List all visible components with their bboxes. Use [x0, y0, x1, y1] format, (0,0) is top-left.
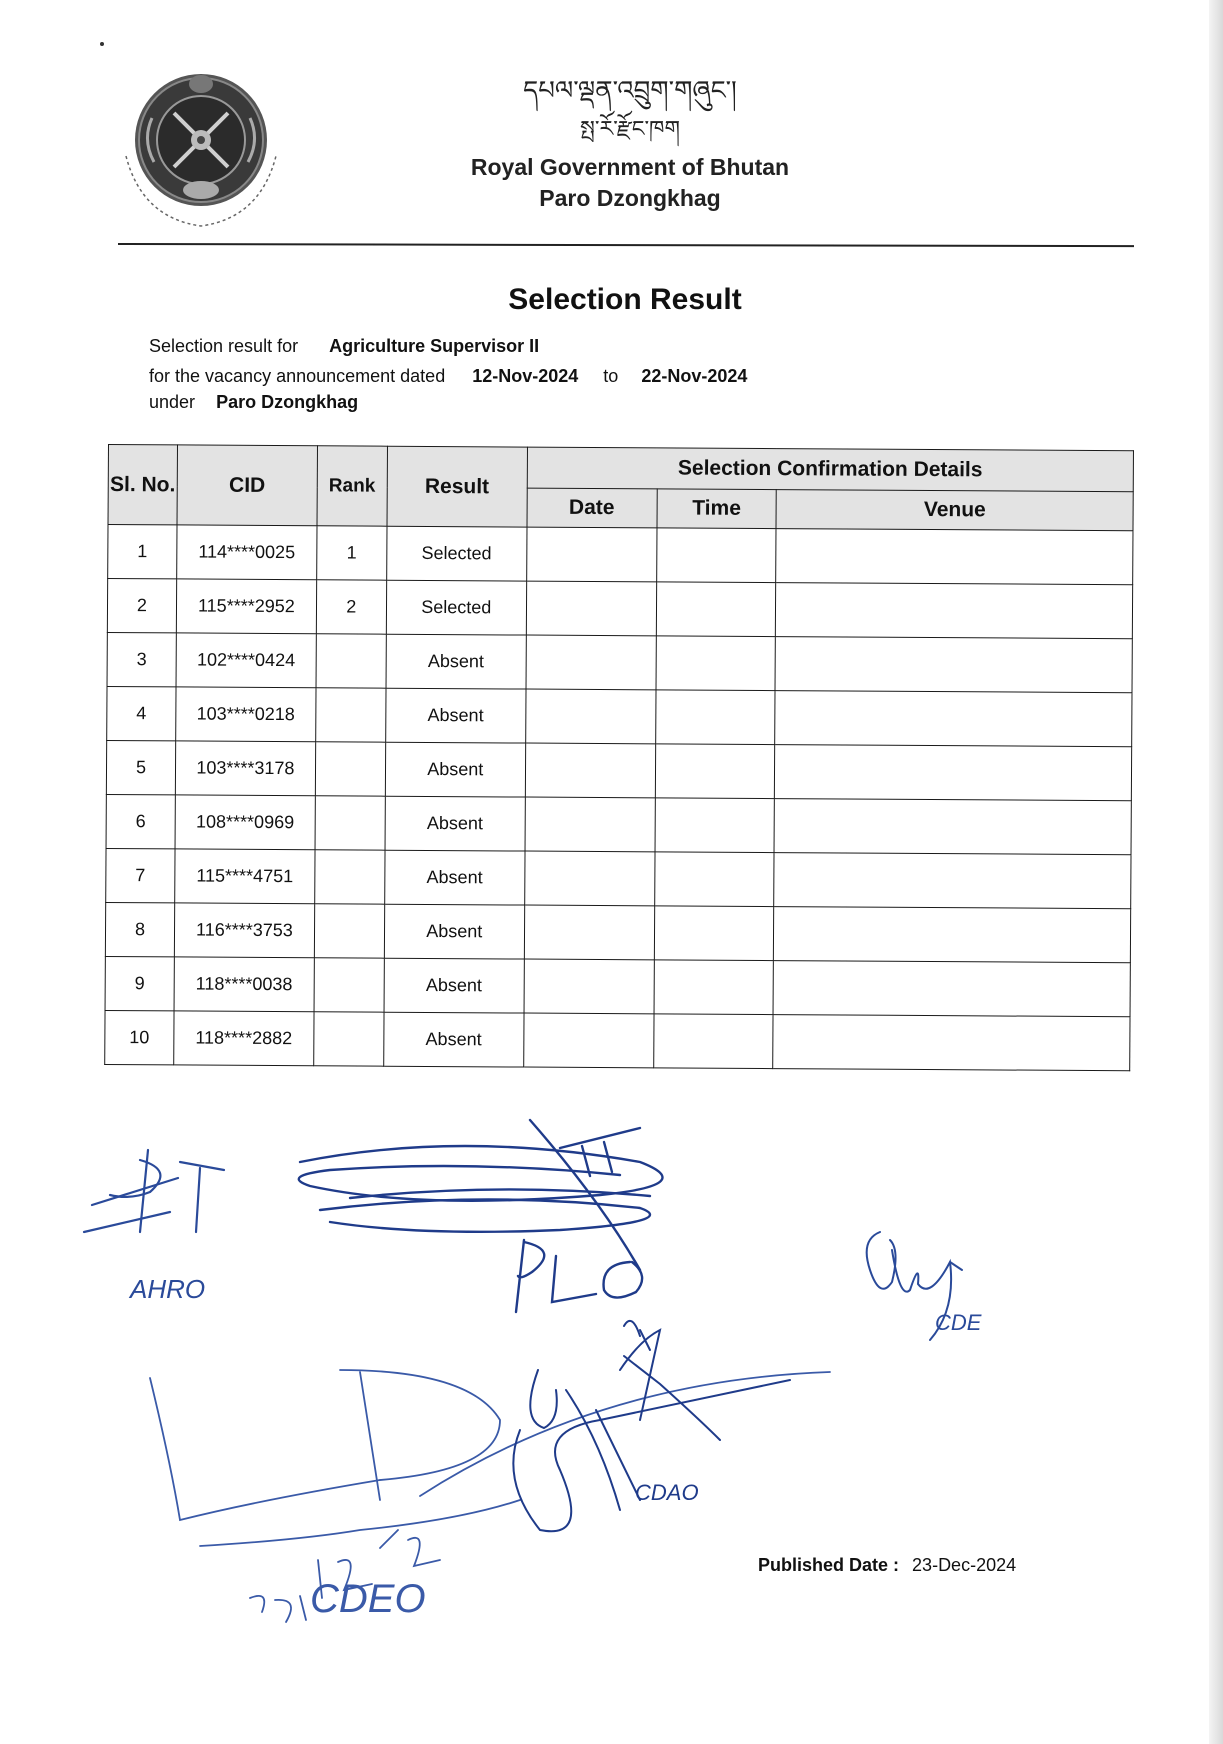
cell-time [656, 582, 776, 637]
royal-emblem-icon [112, 58, 290, 236]
cell-date [525, 797, 655, 852]
cell-sl-no: 1 [108, 525, 177, 579]
cell-venue [776, 583, 1133, 639]
cell-sl-no: 8 [105, 902, 174, 956]
cell-cid: 116****3753 [174, 903, 314, 958]
cell-venue [775, 745, 1132, 801]
table-row [107, 686, 1132, 746]
cell-rank [314, 904, 384, 958]
cell-cid: 118****0038 [174, 957, 314, 1012]
table-row [105, 1010, 1130, 1070]
signature-label-ahro: AHRO [130, 1274, 206, 1304]
position-name: Agriculture Supervisor II [329, 336, 540, 356]
intro-to: to [603, 366, 619, 386]
cell-rank [315, 796, 385, 850]
cell-sl-no: 9 [105, 956, 174, 1010]
cell-venue [773, 961, 1130, 1017]
cell-cid: 114****0025 [177, 525, 317, 580]
cell-result: Absent [385, 850, 525, 905]
intro-line-1 [149, 336, 539, 357]
col-header-sl-no: Sl. No. [108, 445, 177, 525]
cell-cid: 103****3178 [175, 741, 315, 796]
date-to: 22-Nov-2024 [641, 366, 748, 386]
cell-result: Absent [384, 958, 524, 1013]
cell-venue [775, 637, 1132, 693]
cell-cid: 108****0969 [175, 795, 315, 850]
cell-venue [774, 907, 1131, 963]
col-header-time: Time [657, 489, 777, 529]
signature-plo [299, 1120, 663, 1312]
signature-cdeo [150, 1370, 830, 1622]
cell-result: Selected [386, 526, 526, 581]
dzongkha-subtitle: སྤ་རོ་རྫོང་ཁག [580, 117, 680, 142]
cell-time [655, 744, 775, 799]
cell-time [653, 1014, 773, 1069]
signature-ahro [84, 1150, 224, 1232]
agency-under: Paro Dzongkhag [216, 392, 359, 412]
table-row [108, 525, 1133, 585]
cell-date [525, 743, 655, 798]
cell-sl-no: 7 [106, 848, 175, 902]
signature-label-cde: CDE [935, 1310, 982, 1335]
intro-label-position: Selection result for [149, 336, 299, 356]
table-row [106, 848, 1131, 908]
cell-sl-no: 10 [105, 1010, 174, 1064]
cell-time [654, 960, 774, 1015]
cell-date [525, 689, 655, 744]
cell-time [655, 798, 775, 853]
cell-result: Absent [385, 688, 525, 743]
published-label: Published Date : [758, 1555, 900, 1575]
cell-venue [773, 1015, 1130, 1071]
signature-cdao [513, 1321, 790, 1531]
intro-line-2 [149, 366, 747, 387]
cell-sl-no: 5 [106, 740, 175, 794]
cell-venue [774, 799, 1131, 855]
intro-label-under: under [149, 392, 196, 412]
cell-cid: 103****0218 [176, 687, 316, 742]
cell-date [523, 1013, 653, 1068]
cell-sl-no: 2 [107, 579, 176, 633]
cell-date [526, 581, 656, 636]
dzongkha-title: དཔལ་ལྡན་འབྲུག་གཞུང་། [523, 76, 737, 106]
cell-result: Absent [385, 742, 525, 797]
col-header-date: Date [527, 488, 657, 528]
table-row [105, 956, 1130, 1016]
signature-label-cdeo: CDEO [310, 1577, 426, 1621]
cell-result: Selected [386, 580, 526, 635]
cell-time [656, 528, 776, 583]
cell-result: Absent [386, 634, 526, 689]
cell-rank: 1 [317, 526, 387, 580]
table-row [105, 902, 1130, 962]
cell-result: Absent [384, 904, 524, 959]
cell-time [656, 636, 776, 691]
intro-label-vacancy: for the vacancy announcement dated [149, 366, 446, 386]
intro-line-3 [149, 392, 358, 413]
cell-rank: 2 [316, 580, 386, 634]
col-header-venue: Venue [776, 490, 1133, 531]
cell-rank [314, 1012, 384, 1066]
date-from: 12-Nov-2024 [472, 366, 579, 386]
organization-name: Royal Government of Bhutan [470, 154, 790, 180]
table-row [107, 632, 1132, 692]
cell-time [654, 852, 774, 907]
cell-venue [774, 853, 1131, 909]
header-divider [118, 243, 1134, 247]
published-date [758, 1555, 1016, 1576]
col-header-result: Result [387, 446, 527, 527]
cell-sl-no: 6 [106, 794, 175, 848]
col-header-cid: CID [177, 445, 317, 526]
col-header-confirmation: Selection Confirmation Details [527, 447, 1134, 492]
cell-date [526, 635, 656, 690]
cell-date [524, 905, 654, 960]
cell-cid: 115****2952 [176, 579, 316, 634]
cell-result: Absent [385, 796, 525, 851]
scan-speck [100, 42, 104, 46]
cell-rank [315, 742, 385, 796]
table-row [106, 740, 1131, 800]
cell-venue [775, 691, 1132, 747]
table-row [107, 579, 1132, 639]
cell-cid: 118****2882 [174, 1011, 314, 1066]
signature-label-cdao: CDAO [635, 1480, 699, 1505]
page-title: Selection Result [508, 283, 742, 316]
col-header-rank: Rank [317, 446, 387, 526]
cell-rank [314, 958, 384, 1012]
selection-result-table [104, 444, 1134, 1071]
cell-rank [315, 850, 385, 904]
cell-cid: 102****0424 [176, 633, 316, 688]
signature-cde [867, 1232, 962, 1340]
cell-date [524, 851, 654, 906]
table-row [106, 794, 1131, 854]
cell-venue [776, 529, 1133, 585]
cell-result: Absent [384, 1012, 524, 1067]
published-value: 23-Dec-2024 [912, 1555, 1017, 1575]
cell-cid: 115****4751 [175, 849, 315, 904]
cell-sl-no: 4 [107, 686, 176, 740]
cell-rank [316, 634, 386, 688]
cell-date [526, 527, 656, 582]
cell-rank [316, 688, 386, 742]
cell-time [655, 690, 775, 745]
cell-sl-no: 3 [107, 632, 176, 686]
cell-time [654, 906, 774, 961]
agency-name: Paro Dzongkhag [539, 185, 721, 211]
cell-date [524, 959, 654, 1014]
scan-edge [1209, 0, 1223, 1744]
